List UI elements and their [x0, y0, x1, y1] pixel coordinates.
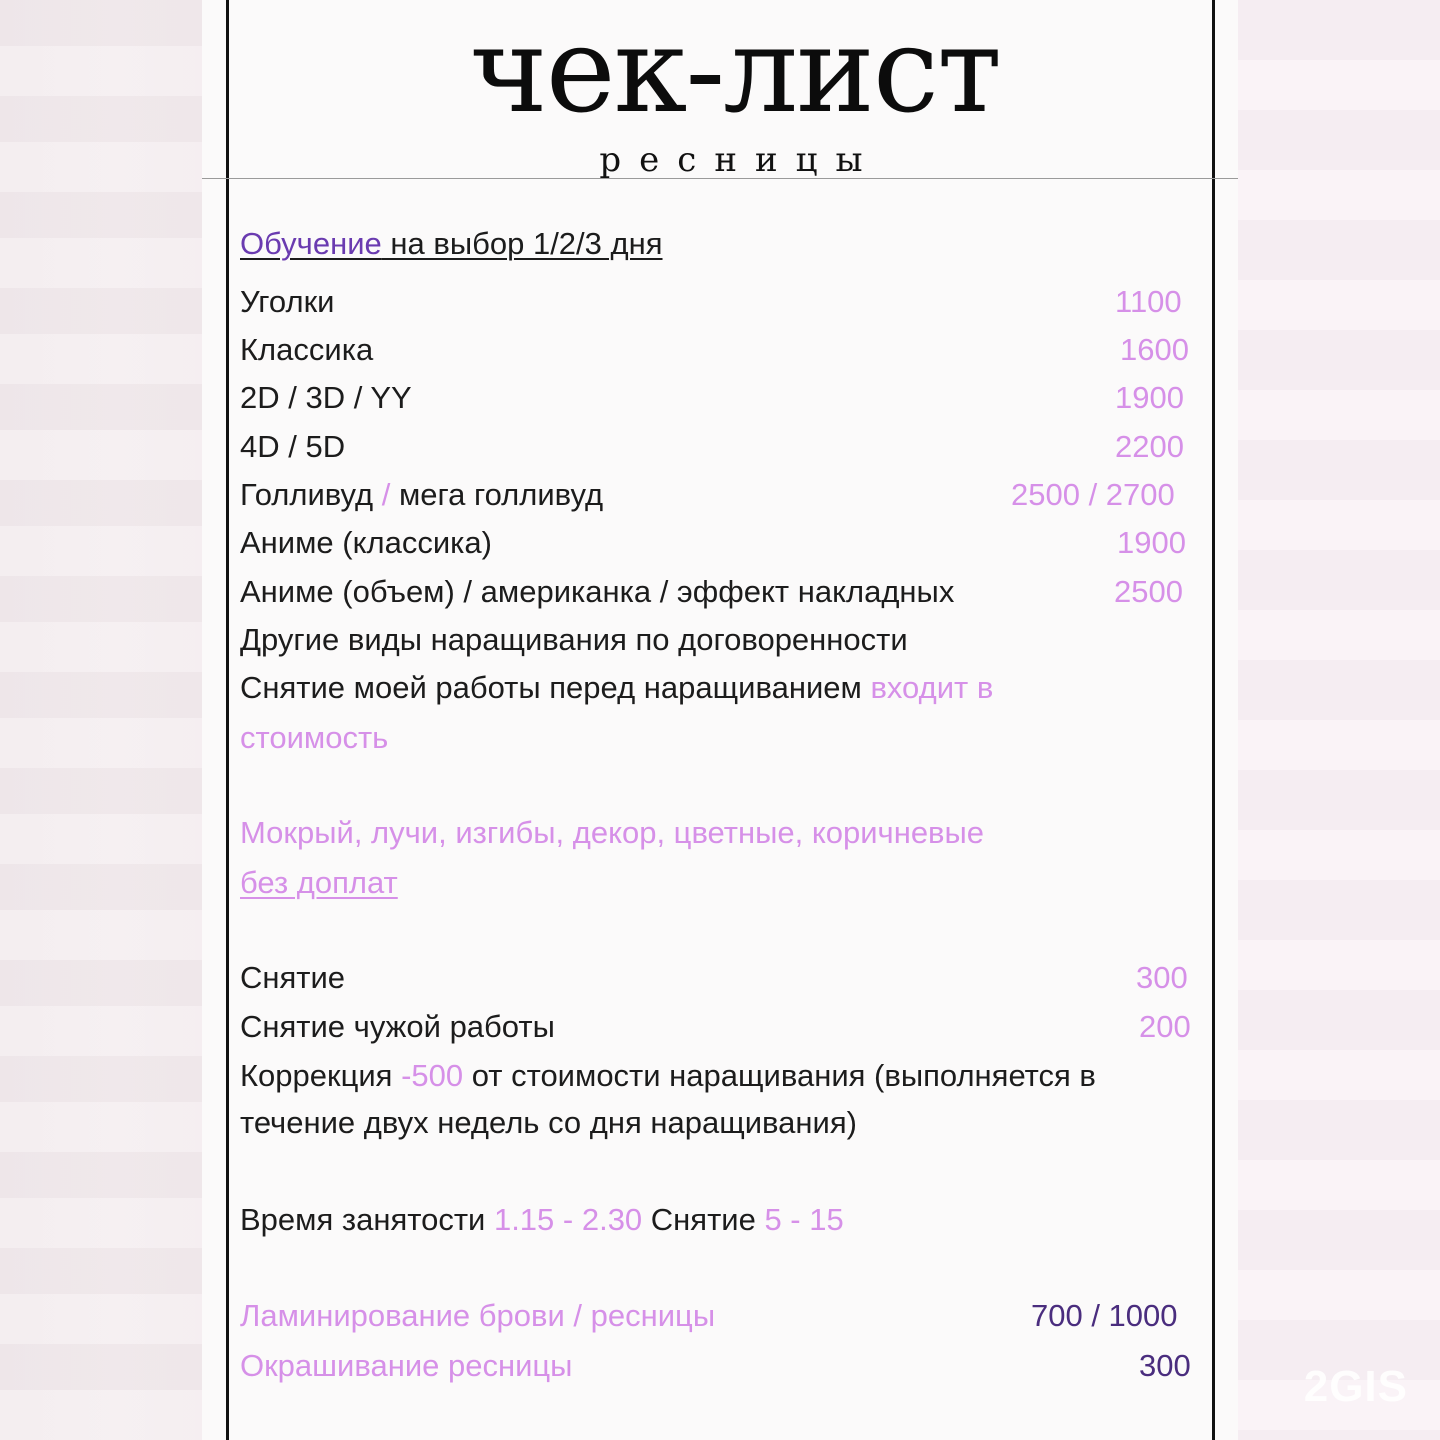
removal-name: Снятие — [240, 960, 346, 995]
service-price: 1900 — [1115, 380, 1184, 415]
time-label: Время занятости — [240, 1202, 494, 1237]
training-text: на выбор 1/2/3 дня — [381, 226, 663, 261]
service-name-b: мега голливуд — [398, 477, 604, 512]
page-subtitle: ресницы — [599, 140, 881, 180]
service-price: 2500 — [1114, 574, 1183, 609]
service-name: Классика — [240, 332, 374, 367]
correction-text: от стоимости наращивания (выполняется в — [463, 1058, 1096, 1093]
service-name-hollywood — [240, 475, 603, 515]
time-removal-value: 5 - 15 — [764, 1202, 844, 1237]
time-line — [240, 1200, 844, 1240]
watermark-logo: 2GIS — [1303, 1362, 1408, 1411]
extra-service-price: 700 / 1000 — [1031, 1298, 1178, 1333]
correction-label: Коррекция — [240, 1058, 402, 1093]
removal-name: Снятие чужой работы — [240, 1009, 555, 1044]
removal-price: 200 — [1139, 1009, 1191, 1044]
extras-line: Мокрый, лучи, изгибы, декор, цветные, коричневые — [240, 815, 985, 850]
training-link[interactable]: Обучение — [240, 226, 382, 261]
extra-service-name: Ламинирование брови / ресницы — [240, 1298, 716, 1333]
time-value: 1.15 - 2.30 — [493, 1202, 643, 1237]
other-types-note: Другие виды наращивания по договоренности — [240, 622, 908, 657]
removal-note-highlight: входит в — [870, 670, 994, 705]
training-line[interactable] — [240, 224, 663, 264]
service-price: 1100 — [1115, 284, 1182, 319]
extras-free-link[interactable]: без доплат — [240, 865, 398, 900]
service-name: Аниме (классика) — [240, 525, 492, 560]
service-price: 1900 — [1117, 525, 1186, 560]
removal-note-highlight-2: стоимость — [240, 720, 389, 755]
service-name: 2D / 3D / YY — [240, 380, 412, 415]
removal-included-note — [240, 668, 993, 708]
removal-note-text: Снятие моей работы перед наращиванием — [240, 670, 871, 705]
blurred-background-right — [1238, 0, 1440, 1440]
correction-discount: -500 — [401, 1058, 464, 1093]
service-name: Уголки — [240, 284, 335, 319]
service-price: 1600 — [1120, 332, 1189, 367]
time-removal-label: Снятие — [642, 1202, 765, 1237]
extra-service-name: Окрашивание ресницы — [240, 1348, 573, 1383]
service-price: 2500 / 2700 — [1011, 477, 1175, 512]
correction-line — [240, 1056, 1096, 1096]
service-name: Аниме (объем) / американка / эффект накладных — [240, 574, 955, 609]
price-list-card — [202, 0, 1238, 1440]
right-border-line — [1212, 0, 1215, 1440]
service-name-separator: / — [373, 477, 399, 512]
removal-price: 300 — [1136, 960, 1188, 995]
extra-service-price: 300 — [1139, 1348, 1191, 1383]
page-title: чек-лист — [469, 1, 1001, 139]
service-name-a: Голливуд — [240, 477, 374, 512]
left-border-line — [226, 0, 229, 1440]
service-price: 2200 — [1115, 429, 1184, 464]
correction-text-2: течение двух недель со дня наращивания) — [240, 1105, 857, 1140]
blurred-background-left — [0, 0, 205, 1440]
service-name: 4D / 5D — [240, 429, 346, 464]
